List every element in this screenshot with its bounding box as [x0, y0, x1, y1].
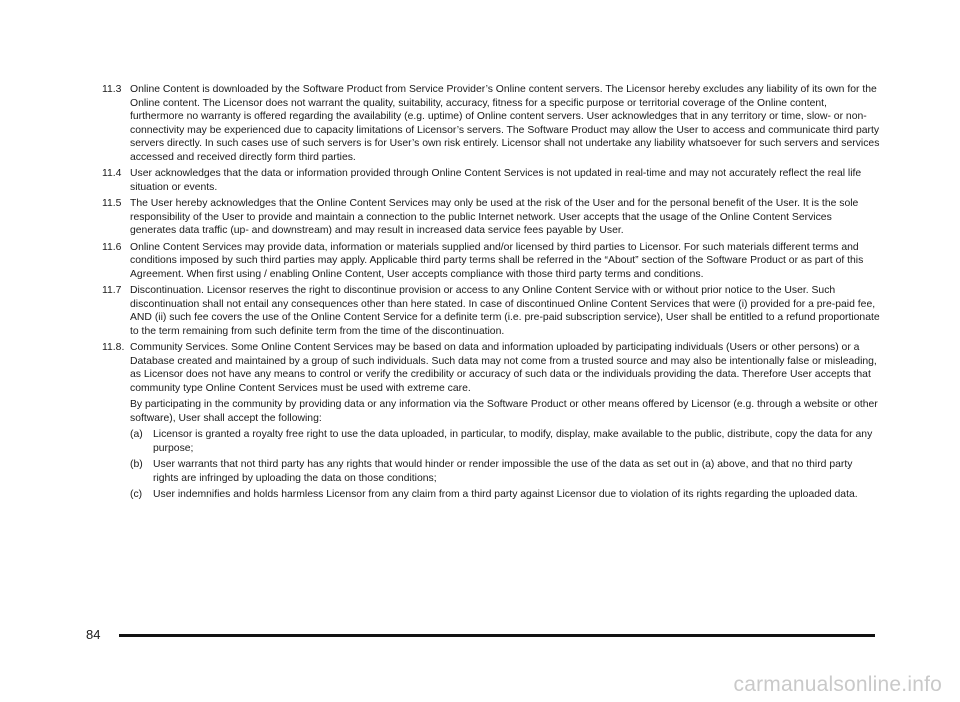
- clause-number: 11.3: [102, 84, 122, 95]
- page-number: 84: [86, 627, 101, 642]
- clause-number: 11.7: [102, 285, 122, 296]
- clause-number: 11.8.: [102, 342, 125, 353]
- subitem-label: (a): [130, 429, 143, 440]
- clause-number: 11.5: [102, 198, 122, 209]
- clause-11-4: [104, 167, 880, 194]
- footer-divider: [119, 634, 875, 637]
- clause-11-3: [104, 83, 880, 164]
- clause-paragraph: By participating in the community by providing data or any information via the Software Product or other means offered by Licensor (e.g. through a website or other software), User shall accept the following:: [130, 399, 878, 424]
- clause-text: Online Content Services may provide data, information or materials supplied and/or licensed by third parties to Licensor. For such materials different terms and conditions imposed by such third parties may apply. Applicable third party terms shall be referred in the “About” section of the Software Product or as part of this Agreement. When first using / enabling Online Content, User accepts compliance with those third party terms and conditions.: [130, 241, 864, 280]
- clause-11-6: [104, 241, 880, 282]
- clause-11-8: [104, 341, 880, 502]
- clause-text: The User hereby acknowledges that the Online Content Services may only be used at the risk of the User and for the personal benefit of the User. It is the sole responsibility of the User to provide and maintain a connection to the public Internet network. User accepts that the usage of the Online Content Services generates data traffic (up- and downstream) and may result in increased data service fees payable by User.: [130, 198, 859, 236]
- subitem-text: Licensor is granted a royalty free right to use the data uploaded, in particular, to modify, display, make available to the public, distribute, copy the data for any purpose;: [153, 429, 873, 454]
- subitem-a: [130, 428, 880, 455]
- clause-11-5: [104, 197, 880, 238]
- subitem-text: User warrants that not third party has any rights that would hinder or render impossible the use of the data as set out in (a) above, and that no third party rights are infringed by uploading the data on those conditions;: [153, 459, 853, 484]
- clause-11-7: [104, 284, 880, 338]
- clause-text: User acknowledges that the data or information provided through Online Content Services is not updated in real-time and may not accurately reflect the real life situation or events.: [130, 168, 862, 193]
- site-watermark: carmanualsonline.info: [733, 673, 942, 696]
- subitem-text: User indemnifies and holds harmless Licensor from any claim from a third party against Licensor due to violation of its rights regarding the uploaded data.: [153, 489, 858, 500]
- subitem-b: [130, 458, 880, 485]
- clause-text: Online Content is downloaded by the Software Product from Service Provider’s Online content servers. The Licensor hereby excludes any liability of its own for the Online content. The Licensor does not warrant the quality, suitability, accuracy, fitness for a specific purpose or territorial coverage of the Online content, furthermore no warranty is offered regarding the availability (e.g. uptime) of Online content servers. User acknowledges that in any territory or time, slow- or non-connectivity may be experienced due to capacity limitations of Licensor’s servers. The Software Product may allow the User to access and communicate third party servers directly. In such cases use of such servers is for User’s own risk entirely. Licensor shall not undertake any liability whatsoever for such servers and services accessed and received directly form third parties.: [130, 84, 880, 163]
- document-body: [104, 83, 880, 505]
- clause-number: 11.4: [102, 168, 122, 179]
- clause-text: Discontinuation. Licensor reserves the right to discontinue provision or access to any Online Content Service with or without prior notice to the User. Such discontinuation shall not entail any consequences other than here stated. In case of discontinued Online Content Services that were (i) provided for a pre-paid fee, AND (ii) such fee covers the use of the Online Content Service for a definite term (i.e. pre-paid subscription service), User shall be entitled to a refund proportionate to the term remaining from such definite term from the time of the discontinuation.: [130, 285, 880, 337]
- subitem-label: (b): [130, 459, 143, 470]
- clause-text: Community Services. Some Online Content Services may be based on data and information uploaded by participating individuals (Users or other persons) or a Database created and maintained by a group of such individuals. Such data may not come from a trusted source and may also be intentionally false or misleading, as Licensor does not have any means to control or verify the credibility or accuracy of such data or the individuals providing the data. Therefore User accepts that community type Online Content Services must be used with extreme care.: [130, 342, 877, 394]
- subitem-c: [130, 488, 880, 502]
- clause-number: 11.6: [102, 241, 122, 253]
- subitem-label: (c): [130, 489, 143, 500]
